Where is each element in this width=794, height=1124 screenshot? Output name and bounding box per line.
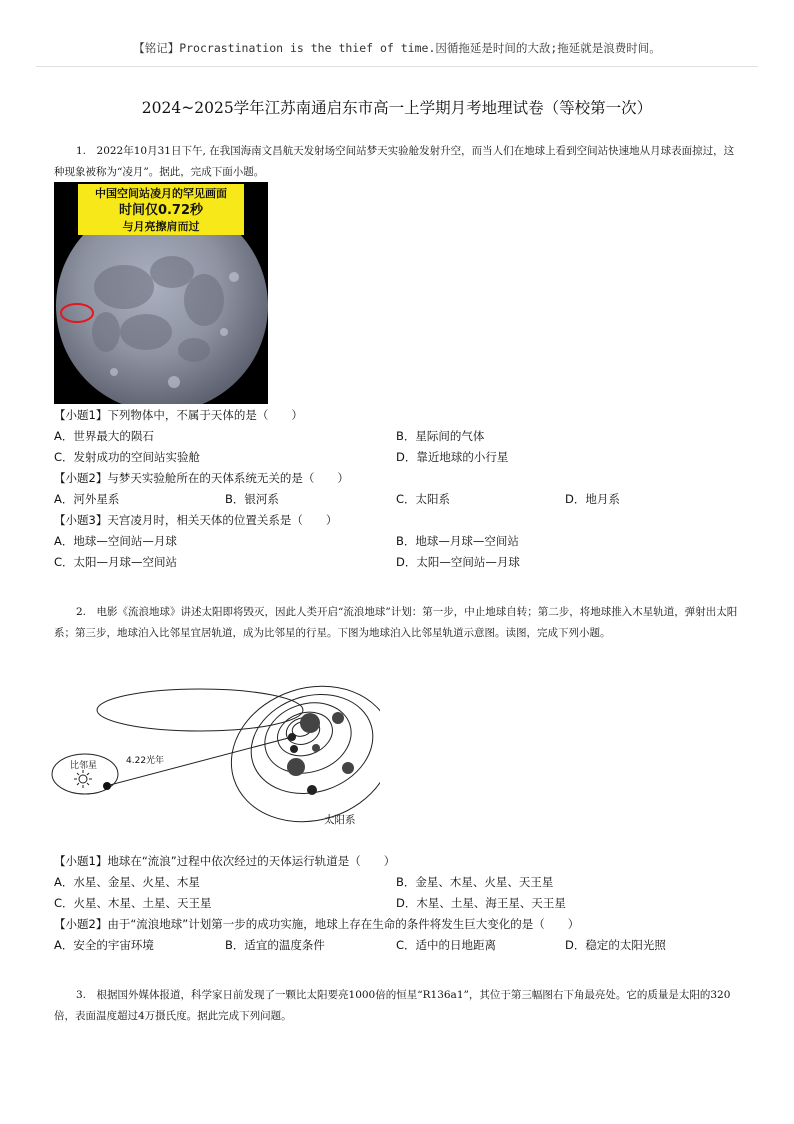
q1-sub3-option-a: A．地球—空间站—月球 (54, 534, 177, 548)
solar-system-label: 太阳系 (324, 814, 356, 826)
q1-sub3-option-c: C．太阳—月球—空间站 (54, 555, 178, 569)
question-1-stem: 1. 2022年10月31日下午, 在我国海南文昌航天发射场空间站梦天实验舱发射升空，而当人们在地球上看到空间站快速地从月球表面掠过，这种现象被称为“凌月”。据此，完成下面小题。 (54, 145, 735, 178)
q2-sub2-prompt: 【小题2】由于“流浪地球”计划第一步的成功实施，地球上存在生命的条件将发生巨大变化的是（ ） (54, 917, 580, 931)
header-divider (36, 66, 758, 67)
q1-sub3-option-b: B．地球—月球—空间站 (396, 534, 519, 548)
escape-trajectory-ellipse (97, 689, 303, 731)
moon-transit-photo (54, 182, 268, 404)
caption-line-3: 与月亮擦肩而过 (122, 220, 200, 233)
q2-sub1-option-b: B．金星、木星、火星、天王星 (396, 875, 554, 889)
sun (300, 713, 320, 733)
question-2-stem: 2. 电影《流浪地球》讲述太阳即将毁灭，因此人类开启“流浪地球”计划：第一步，中止地球自转；第二步，将地球推入木星轨道，弹射出太阳系；第三步，地球泊入比邻星宜居轨道，成为比邻星的行星。下图为地球泊入比邻星轨道示意图。读图，完成下列小题。 (54, 606, 738, 639)
planet-venus-far (332, 712, 344, 724)
page-title: 2024~2025学年江苏南通启东市高一上学期月考地理试卷（等校第一次） (141, 99, 653, 117)
q1-sub1-option-d: D．靠近地球的小行星 (396, 450, 509, 464)
q2-sub1-option-d: D．木星、土星、海王星、天王星 (396, 896, 566, 910)
proxima-star-icon (74, 770, 92, 788)
caption-line-2: 时间仅0.72秒 (118, 203, 204, 218)
proxima-label: 比邻星 (70, 761, 98, 771)
caption-line-1: 中国空间站凌月的罕见画面 (95, 187, 227, 200)
orbit-diagram (50, 682, 380, 832)
q2-sub2-option-a: A．安全的宇宙环境 (54, 938, 154, 952)
q1-sub1-prompt: 【小题1】下列物体中，不属于天体的是（ ） (54, 408, 303, 422)
q1-sub1-option-c: C．发射成功的空间站实验舱 (54, 450, 201, 464)
planet-jupiter (287, 758, 305, 776)
q1-sub2-prompt: 【小题2】与梦天实验舱所在的天体系统无关的是（ ） (54, 471, 349, 485)
moon-photo-graphic (54, 182, 268, 404)
q2-sub2-option-d: D．稳定的太阳光照 (565, 938, 666, 952)
orbit-diagram-graphic (50, 682, 380, 832)
q1-sub2-option-b: B．银河系 (225, 492, 279, 506)
q2-sub2-option-c: C．适中的日地距离 (396, 938, 497, 952)
q2-sub1-prompt: 【小题1】地球在“流浪”过程中依次经过的天体运行轨道是（ ） (54, 854, 396, 868)
header-motto: 【铭记】Procrastination is the thief of time.因循拖延是时间的大敌;拖延就是浪费时间。 (133, 41, 661, 55)
planet-mars (312, 744, 320, 752)
planet-saturn (342, 762, 354, 774)
q2-sub2-option-b: B．适宜的温度条件 (225, 938, 325, 952)
q2-sub1-option-c: C．火星、木星、土星、天王星 (54, 896, 212, 910)
q1-sub1-option-a: A．世界最大的陨石 (54, 429, 154, 443)
planet-inner (288, 733, 296, 741)
planet-earth (290, 745, 298, 753)
q2-sub1-option-a: A．水星、金星、火星、木星 (54, 875, 200, 889)
planet-uranus (307, 785, 317, 795)
q1-sub1-option-b: B．星际间的气体 (396, 429, 485, 443)
earth-at-proxima (103, 782, 111, 790)
q1-sub3-option-d: D．太阳—空间站—月球 (396, 555, 520, 569)
q1-sub3-prompt: 【小题3】天宫凌月时，相关天体的位置关系是（ ） (54, 513, 338, 527)
distance-label: 4.22光年 (126, 756, 165, 766)
q1-sub2-option-d: D．地月系 (565, 492, 620, 506)
question-3-stem: 3. 根据国外媒体报道，科学家日前发现了一颗比太阳要亮1000倍的恒星“R136a1”，其位于第三幅图右下角最亮处。它的质量是太阳的320倍，表面温度超过4万摄氏度。据此完成下列问题。 (54, 989, 731, 1022)
q1-sub2-option-a: A．河外星系 (54, 492, 120, 506)
q1-sub2-option-c: C．太阳系 (396, 492, 451, 506)
